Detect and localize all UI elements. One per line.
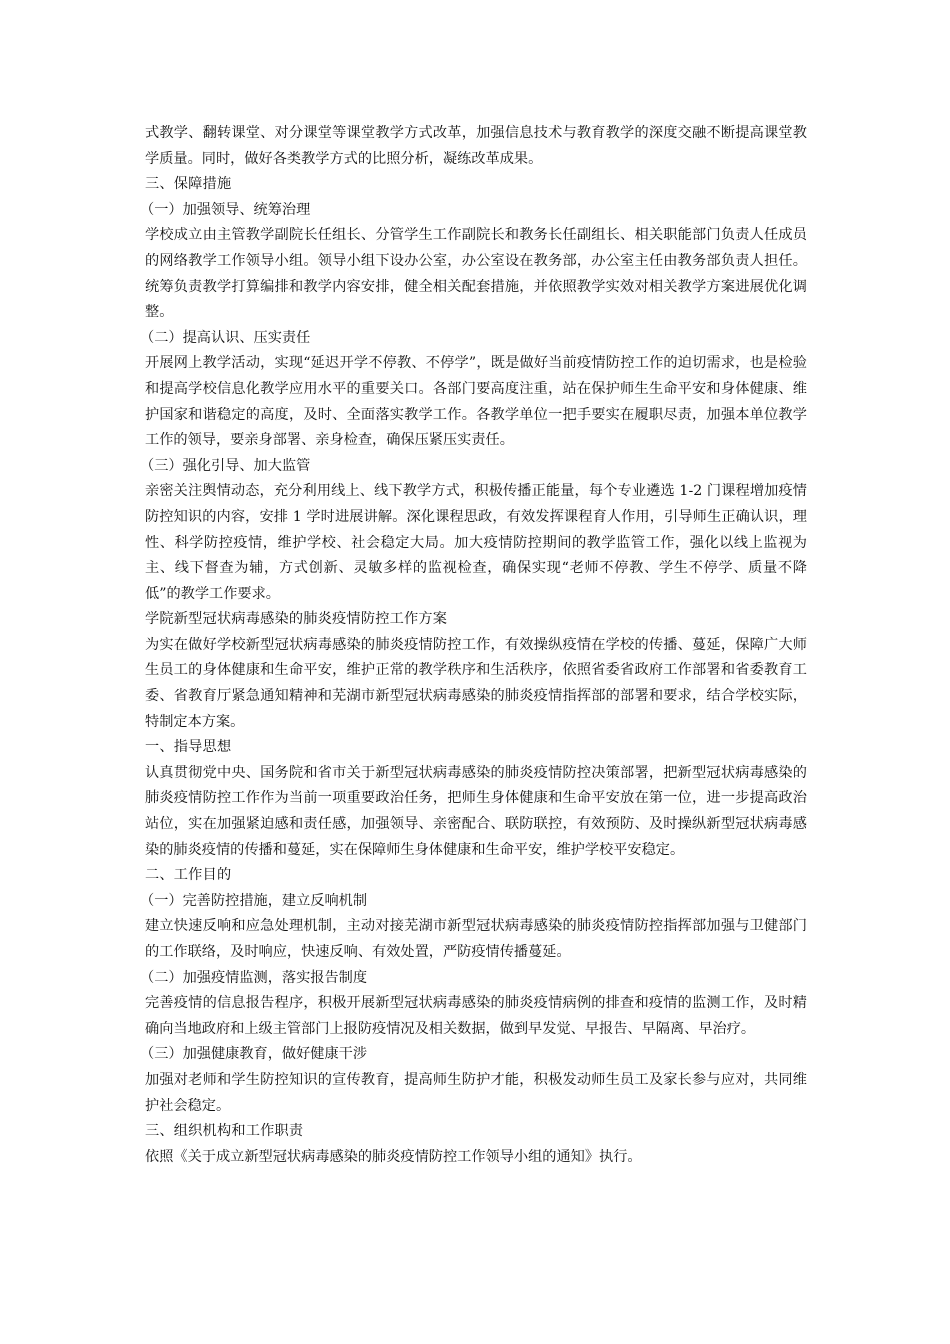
section-heading-guiding: 一、指导思想 (145, 739, 232, 756)
section-heading-organization: 三、组织机构和工作职责 (145, 1123, 304, 1140)
paragraph-supervision: 亲密关注舆情动态，充分利用线上、线下教学方式，积极传播正能量，每个专业遴选 1-2 门课程增加疫情防控知识的内容，安排 1 学时进展讲解。深化课程思政，有效发挥课程育人作用，引导师生正确认识，理性、科学防控疫情，维护学校、社会稳定大局。加大疫情防控期间的教学监管工作，强化以线上监视为主、线下督查为辅，方式创新、灵敏多样的监视检查，确保实现“老师不停教、学生不停学、质量不降低”的教学工作要求。 (145, 483, 807, 602)
document-title: 学院新型冠状病毒感染的肺炎疫情防控工作方案 (145, 611, 448, 628)
document-body (140, 121, 807, 1170)
subheading-monitoring: （二）加强疫情监测，落实报告制度 (140, 969, 368, 986)
section-heading-safeguards: 三、保障措施 (145, 176, 232, 193)
paragraph-organization: 依照《关于成立新型冠状病毒感染的肺炎疫情防控工作领导小组的通知》执行。 (145, 1148, 642, 1165)
subheading-supervision: （三）强化引导、加大监管 (140, 457, 311, 474)
paragraph-continuation: 式教学、翻转课堂、对分课堂等课堂教学方式改革，加强信息技术与教育教学的深度交融不断提高课堂教学质量。同时，做好各类教学方式的比照分析，凝练改革成果。 (145, 125, 807, 167)
paragraph-monitoring: 完善疫情的信息报告程序，积极开展新型冠状病毒感染的肺炎疫情病例的排查和疫情的监测工作，及时精确向当地政府和上级主管部门上报防疫情况及相关数据，做到早发觉、早报告、早隔离、早治疗。 (145, 995, 807, 1037)
paragraph-health: 加强对老师和学生防控知识的宣传教育，提高师生防护才能，积极发动师生员工及家长参与应对，共同维护社会稳定。 (145, 1071, 807, 1114)
paragraph-intro: 为实在做好学校新型冠状病毒感染的肺炎疫情防控工作，有效操纵疫情在学校的传播、蔓延，保障广大师生员工的身体健康和生命平安，维护正常的教学秩序和生活秩序，依照省委省政府工作部署和省委教育工委、省教育厅紧急通知精神和芜湖市新型冠状病毒感染的肺炎疫情指挥部的部署和要求，结合学校实际，特制定本方案。 (145, 636, 807, 730)
paragraph-leadership: 学校成立由主管教学副院长任组长、分管学生工作副院长和教务长任副组长、相关职能部门负责人任成员的网络教学工作领导小组。领导小组下设办公室，办公室设在教务部，办公室主任由教务部负责人担任。统筹负责教学打算编排和教学内容安排，健全相关配套措施，并依照教学实效对相关教学方案进展优化调整。 (145, 227, 807, 321)
subheading-health: （三）加强健康教育，做好健康干涉 (140, 1046, 368, 1063)
paragraph-guiding: 认真贯彻党中央、国务院和省市关于新型冠状病毒感染的肺炎疫情防控决策部署，把新型冠状病毒感染的肺炎疫情防控工作作为当前一项重要政治任务，把师生身体健康和生命平安放在第一位，进一步提高政治站位，实在加强紧迫感和责任感，加强领导、亲密配合、联防联控，有效预防、及时操纵新型冠状病毒感染的肺炎疫情的传播和蔓延，实在保障师生身体健康和生命平安，维护学校平安稳定。 (145, 764, 807, 858)
section-heading-goals: 二、工作目的 (145, 867, 232, 884)
subheading-responsibility: （二）提高认识、压实责任 (140, 329, 311, 346)
subheading-leadership: （一）加强领导、统筹治理 (140, 201, 311, 218)
subheading-response: （一）完善防控措施，建立反响机制 (140, 892, 368, 909)
paragraph-response: 建立快速反响和应急处理机制，主动对接芜湖市新型冠状病毒感染的肺炎疫情防控指挥部加强与卫健部门的工作联络，及时响应，快速反响、有效处置，严防疫情传播蔓延。 (145, 918, 807, 960)
paragraph-responsibility: 开展网上教学活动，实现“延迟开学不停教、不停学”，既是做好当前疫情防控工作的迫切需求，也是检验和提高学校信息化教学应用水平的重要关口。各部门要高度注重，站在保护师生生命平安和身体健康、维护国家和谐稳定的高度，及时、全面落实教学工作。各教学单位一把手要实在履职尽责，加强本单位教学工作的领导，要亲身部署、亲身检查，确保压紧压实责任。 (145, 355, 807, 449)
